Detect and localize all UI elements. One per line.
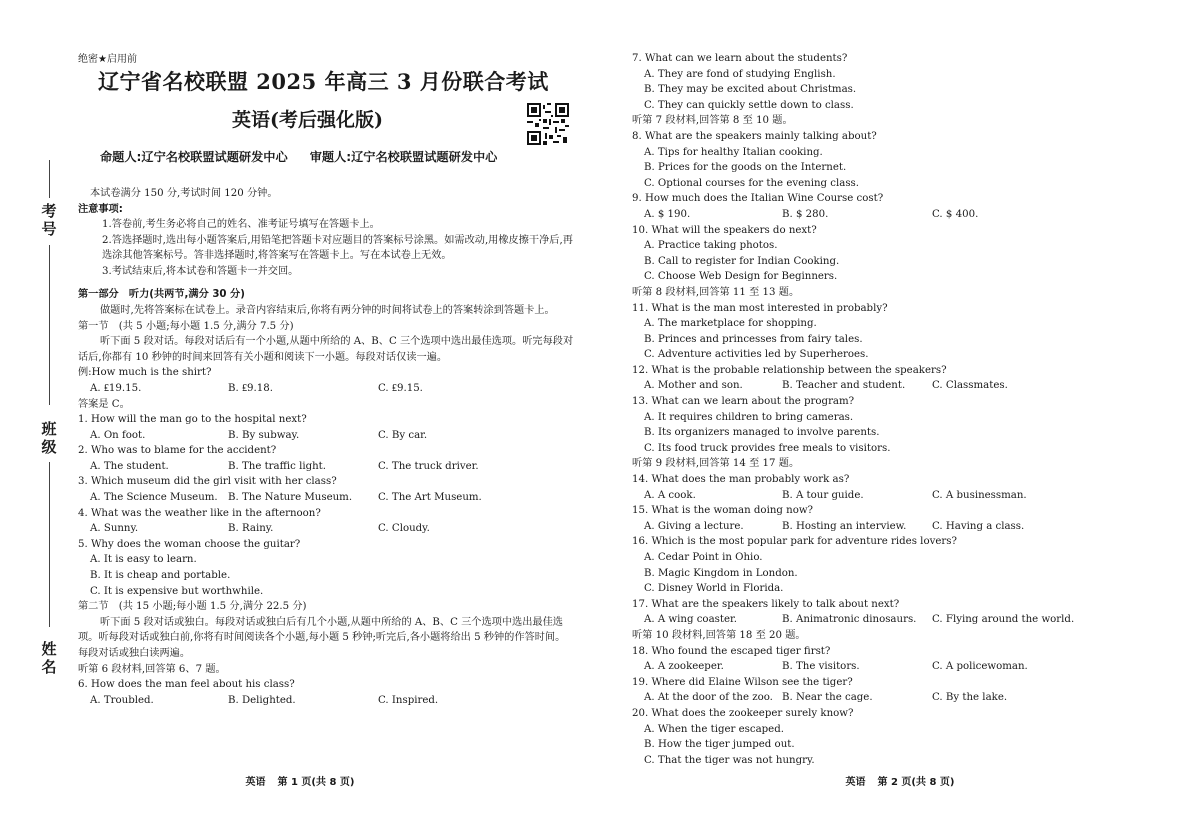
option: B. It is cheap and portable. (90, 570, 231, 582)
question-options (78, 490, 574, 506)
exam-no-label: 考号 (41, 202, 57, 238)
question-stem: 15. What is the woman doing now? (632, 505, 814, 517)
question-stem: 20. What does the zookeeper surely know? (632, 707, 854, 719)
question-stem: 11. What is the man most interested in probably? (632, 302, 888, 314)
question-options (78, 521, 574, 537)
question-stem: 12. What is the probable relationship between the speakers? (632, 364, 947, 376)
option: A. A wing coaster. (644, 614, 737, 626)
material-instruction: 听第 9 段材料,回答第 14 至 17 题。 (632, 458, 800, 470)
material-instruction: 听第 10 段材料,回答第 18 至 20 题。 (632, 629, 806, 641)
option: A. The Science Museum. (90, 492, 218, 504)
option: A. A cook. (644, 489, 696, 501)
option: A. It requires children to bring cameras. (644, 411, 854, 423)
option: B. By subway. (228, 429, 300, 441)
section1-intro: 听下面 5 段对话。每段对话后有一个小题,从题中所给的 A、B、C 三个选项中选出最佳选项。听完每段对话后,你都有 10 秒钟的时间来回答有关小题和阅读下一小题。每段对话仅读一遍。 (78, 336, 574, 363)
question-stem: 19. Where did Elaine Wilson see the tiger? (632, 676, 853, 688)
option: C. They can quickly settle down to class. (644, 99, 854, 111)
question-stem: 4. What was the weather like in the afternoon? (78, 507, 321, 519)
option: C. Adventure activities led by Superheroes. (644, 349, 869, 361)
option: C. That the tiger was not hungry. (644, 754, 815, 766)
option: B. Hosting an interview. (782, 520, 907, 532)
option: C. By the lake. (932, 692, 1008, 704)
option: A. Mother and son. (644, 380, 743, 392)
material-instruction: 听第 6 段材料,回答第 6、7 题。 (78, 663, 226, 675)
option: A. Giving a lecture. (644, 520, 744, 532)
option: B. The Nature Museum. (228, 492, 353, 504)
exam-intro: 本试卷满分 150 分,考试时间 120 分钟。 (90, 188, 278, 199)
option: B. Princes and princesses from fairy tales. (644, 333, 863, 345)
option: A. $ 190. (644, 208, 691, 220)
option: B. Magic Kingdom in London. (644, 567, 798, 579)
question-options (78, 428, 574, 444)
option: C. Having a class. (932, 520, 1025, 532)
option: C. Choose Web Design for Beginners. (644, 271, 838, 283)
option: C. Cloudy. (378, 523, 430, 535)
option: B. Teacher and student. (782, 380, 906, 392)
exam-page-2 (600, 0, 1200, 827)
question-options (632, 519, 1132, 535)
section2-title: 第二节 (共 15 小题;每小题 1.5 分,满分 22.5 分) (78, 601, 307, 613)
option: B. Its organizers managed to involve parents. (644, 427, 880, 439)
option: A. Cedar Point in Ohio. (644, 552, 763, 563)
notice-item: 2.答选择题时,选出每小题答案后,用铅笔把答题卡对应题目的答案标号涂黑。如需改动,用橡皮擦干净后,再选涂其他答案标号。答非选择题时,将答案写在答题卡上。写在本试卷上无效。 (102, 234, 573, 262)
question-stem: 2. Who was to blame for the accident? (78, 445, 277, 457)
question-options (632, 207, 1132, 223)
material-instruction: 听第 7 段材料,回答第 8 至 10 题。 (632, 115, 793, 127)
option: B. Prices for the goods on the Internet. (644, 162, 847, 174)
part1-title: 第一部分 听力(共两节,满分 30 分) (78, 289, 245, 301)
option: B. The traffic light. (228, 460, 326, 472)
notice-item: 3.考试结束后,将本试卷和答题卡一并交回。 (102, 265, 299, 277)
section1-title: 第一节 (共 5 小题;每小题 1.5 分,满分 7.5 分) (78, 320, 294, 332)
option: A. The marketplace for shopping. (644, 318, 817, 330)
option: B. A tour guide. (782, 489, 864, 501)
question-stem: 10. What will the speakers do next? (632, 224, 817, 236)
question-stem: 18. Who found the escaped tiger first? (632, 645, 831, 657)
option: C. Classmates. (932, 380, 1008, 392)
example-question: 例:How much is the shirt? (78, 367, 212, 379)
example-answer: 答案是 C。 (78, 398, 130, 410)
name-label: 姓名 (41, 640, 57, 676)
option: C. A businessman. (932, 489, 1027, 501)
option: B. Delighted. (228, 694, 296, 706)
option: A. When the tiger escaped. (644, 723, 784, 735)
question-options (78, 693, 574, 709)
question-stem: 7. What can we learn about the students? (632, 53, 848, 64)
option: B. Call to register for Indian Cooking. (644, 255, 840, 267)
option: A. It is easy to learn. (90, 554, 197, 566)
question-stem: 9. How much does the Italian Wine Course cost? (632, 193, 884, 205)
exam-no-line (49, 160, 50, 198)
option: C. Inspired. (378, 694, 439, 706)
notice-title: 注意事项: (78, 203, 123, 215)
question-options (632, 378, 1132, 394)
question-stem: 16. Which is the most popular park for adventure rides lovers? (632, 536, 957, 548)
material-instruction: 听第 8 段材料,回答第 11 至 13 题。 (632, 286, 800, 298)
page-footer (0, 775, 600, 791)
option: C. The Art Museum. (378, 492, 482, 504)
question-stem: 13. What can we learn about the program? (632, 396, 855, 408)
option: C. Disney World in Florida. (644, 583, 784, 595)
question-stem: 3. Which museum did the girl visit with her class? (78, 476, 337, 488)
confidential-mark: 绝密★启用前 (78, 54, 137, 65)
part1-intro: 做题时,先将答案标在试卷上。录音内容结束后,你将有两分钟的时间将试卷上的答案转涂到答题卡上。 (100, 304, 555, 316)
question-stem: 6. How does the man feel about his class? (78, 679, 295, 691)
question-stem: 14. What does the man probably work as? (632, 474, 850, 486)
option: C. The truck driver. (378, 460, 479, 472)
question-options (632, 488, 1132, 504)
option: B. ₤9.18. (228, 382, 273, 394)
question-options (632, 690, 1132, 706)
footer-page-number: 第 1 页(共 8 页) (277, 777, 355, 788)
footer-subject: 英语 (245, 777, 266, 788)
question-options (632, 659, 1132, 675)
option: B. The visitors. (782, 661, 860, 673)
footer-subject: 英语 (845, 777, 866, 788)
option: A. They are fond of studying English. (644, 68, 836, 80)
option: B. How the tiger jumped out. (644, 739, 795, 751)
option: B. $ 280. (782, 208, 829, 220)
option: C. Optional courses for the evening class. (644, 177, 860, 189)
page1-content (78, 186, 574, 708)
option: A. On foot. (90, 429, 146, 441)
option: C. ₤9.15. (378, 382, 423, 394)
exam-title: 辽宁省名校联盟 2025 年高三 3 月份联合考试 (98, 69, 549, 94)
option: A. Troubled. (90, 694, 154, 706)
page-footer (600, 775, 1200, 791)
example-options (78, 381, 574, 397)
option: A. ₤19.15. (90, 382, 142, 394)
page2-content (632, 51, 1132, 768)
option: C. It is expensive but worthwhile. (90, 585, 264, 597)
option: C. A policewoman. (932, 661, 1028, 673)
question-options (632, 612, 1132, 628)
option: C. By car. (378, 429, 428, 441)
question-stem: 8. What are the speakers mainly talking about? (632, 130, 877, 142)
option: C. Its food truck provides free meals to visitors. (644, 442, 891, 454)
class-label: 班级 (41, 420, 57, 456)
name-line (49, 462, 50, 627)
option: C. Flying around the world. (932, 614, 1075, 626)
subject-title: 英语(考后强化版) (232, 109, 383, 131)
option: A. A zookeeper. (644, 661, 724, 673)
option: A. Practice taking photos. (644, 240, 778, 252)
option: A. Tips for healthy Italian cooking. (644, 146, 823, 158)
question-stem: 17. What are the speakers likely to talk about next? (632, 598, 900, 610)
notice-item: 1.答卷前,考生务必将自己的姓名、准考证号填写在答题卡上。 (102, 219, 380, 231)
option: C. $ 400. (932, 208, 979, 220)
option: B. Near the cage. (782, 692, 873, 704)
option: B. Animatronic dinosaurs. (782, 614, 917, 626)
option: B. Rainy. (228, 523, 274, 535)
question-stem: 5. Why does the woman choose the guitar? (78, 538, 301, 550)
footer-page-number: 第 2 页(共 8 页) (877, 777, 955, 788)
question-options (78, 459, 574, 475)
option: A. At the door of the zoo. (644, 692, 773, 704)
option: A. The student. (90, 460, 169, 472)
section2-intro: 听下面 5 段对话或独白。每段对话或独白后有几个小题,从题中所给的 A、B、C 三个选项中选出最佳选项。听每段对话或独白前,你将有时间阅读各个小题,每小题 5 秒钟;听完后,各小题将给出 5 秒钟的作答时间。每段对话或独白读两遍。 (78, 616, 566, 660)
option: A. Sunny. (90, 523, 139, 535)
author: 命题人:辽宁名校联盟试题研发中心 (100, 150, 288, 164)
question-stem: 1. How will the man go to the hospital next? (78, 414, 307, 426)
class-line (49, 245, 50, 405)
reviewer: 审题人:辽宁名校联盟试题研发中心 (309, 150, 498, 164)
author-line (100, 149, 580, 166)
option: B. They may be excited about Christmas. (644, 84, 857, 96)
qr-code-icon (527, 103, 569, 145)
